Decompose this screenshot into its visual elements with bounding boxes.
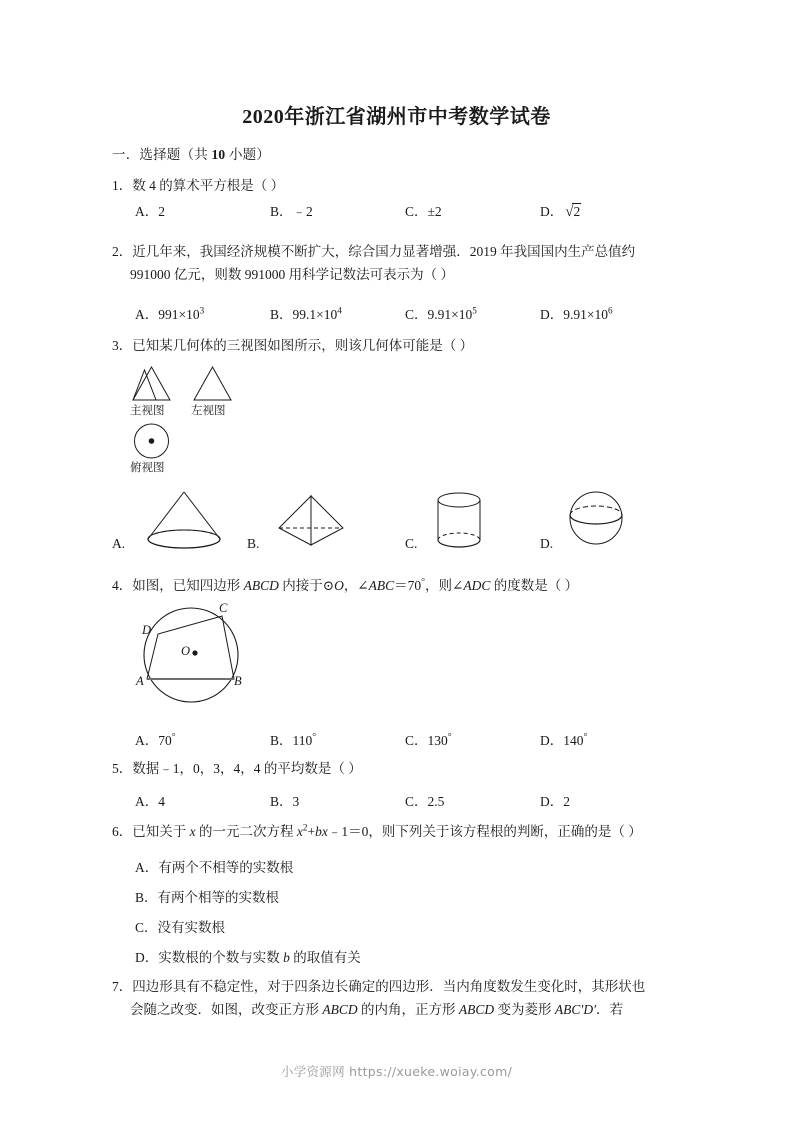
option-label: D． (135, 950, 159, 965)
question-2-text-line1: 近几年来，我国经济规模不断扩大，综合国力显著增强．2019 年我国国内生产总值约 (132, 244, 636, 259)
front-view-triangle (133, 370, 156, 400)
question-1-number: 1． (112, 178, 133, 193)
quadrilateral-abcd (147, 616, 234, 679)
option-value: 有两个不相等的实数根 (158, 860, 294, 875)
q7-part-3: 变为菱形 (494, 1002, 555, 1017)
option-label: D. (540, 536, 554, 551)
option-label: A． (135, 733, 159, 748)
option-label: A． (135, 307, 159, 322)
question-1-option-d[interactable] (540, 200, 581, 221)
question-5-text: 数据﹣1，0，3，4，4 的平均数是（ ） (132, 761, 362, 776)
option-value: 991×10 (158, 307, 200, 322)
side-view-triangle (194, 367, 231, 400)
question-4-option-b[interactable] (270, 729, 316, 749)
question-2-number: 2． (112, 244, 133, 259)
option-label: A． (135, 794, 159, 809)
top-view-label: 俯视图 (130, 460, 165, 474)
cone-icon (134, 488, 244, 558)
label-b: B (234, 674, 242, 688)
q6-exponent: 2 (302, 822, 308, 833)
question-5-option-a[interactable] (135, 790, 165, 810)
front-view-outline (133, 367, 170, 400)
side-view-label: 左视图 (191, 403, 226, 417)
inscribed-quadrilateral-figure (133, 600, 268, 710)
question-5-number: 5． (112, 761, 133, 776)
question-4-number: 4． (112, 578, 133, 593)
question-3-number: 3． (112, 338, 133, 353)
q4-var-adc: ADC (463, 578, 491, 593)
question-6-number: 6． (112, 824, 133, 839)
q6-var-x2: x (296, 824, 303, 839)
label-a: A (136, 674, 144, 688)
question-1-option-b[interactable] (270, 200, 313, 220)
section-heading-count: 10 (211, 147, 226, 162)
question-1-option-c[interactable] (405, 200, 442, 220)
option-value: 130 (427, 733, 448, 748)
option-label: A. (112, 536, 126, 551)
question-6 (112, 820, 687, 843)
option-label: C． (405, 307, 428, 322)
q7-part-1: 会随之改变．如图，改变正方形 (130, 1002, 323, 1017)
option-label: D． (540, 307, 564, 322)
degree-symbol: ° (447, 731, 452, 743)
q7-part-4: ．若 (596, 1002, 624, 1017)
option-label: B. (247, 536, 260, 551)
option-exponent: 3 (199, 305, 205, 316)
top-view-center-dot (149, 438, 155, 444)
center-point-o (192, 650, 197, 655)
question-7-line-1 (112, 975, 687, 998)
q4-var-o: O (334, 578, 344, 593)
question-2-line-2: 991000 亿元，则数 991000 用科学记数法可表示为（ ） (130, 267, 454, 282)
q4-part-2: 内接于⊙ (278, 578, 335, 593)
section-heading-suffix: 小题） (225, 147, 271, 162)
option-value: ±2 (427, 204, 442, 219)
front-view-label: 主视图 (130, 403, 165, 417)
option-value: 9.91×10 (427, 307, 473, 322)
option-exponent: 6 (608, 305, 613, 316)
q4-part-1: 如图，已知四边形 (132, 578, 244, 593)
option-label: D． (540, 794, 564, 809)
q6-part-4: ﹣1＝0，则下列关于该方程根的判断，正确的是（ ） (327, 824, 642, 839)
question-6-option-c[interactable] (135, 913, 361, 943)
radicand: 2 (573, 204, 581, 219)
option-label: B． (270, 794, 293, 809)
question-2-options (112, 303, 712, 325)
question-2-option-a[interactable] (135, 303, 204, 323)
option-value: 9.91×10 (563, 307, 608, 322)
question-5-option-b[interactable] (270, 790, 299, 810)
question-2-option-c[interactable] (405, 303, 477, 323)
label-d: D (142, 623, 152, 637)
question-4-option-a[interactable] (135, 729, 176, 749)
circle-o (144, 608, 238, 702)
sphere-icon (564, 488, 644, 558)
option-value: 没有实数根 (157, 920, 226, 935)
degree-symbol: ° (583, 731, 588, 743)
option-value: ﹣2 (292, 204, 313, 219)
option-value: 2 (563, 794, 570, 809)
question-5-options (112, 790, 712, 812)
option-label: C. (405, 536, 418, 551)
q4-degree-symbol: ° (421, 576, 426, 588)
q7-var-abcd-1: ABCD (322, 1002, 358, 1017)
question-5 (112, 757, 687, 780)
q6-part-1: 已知关于 (132, 824, 190, 839)
q7-part-2: 的内角，正方形 (357, 1002, 459, 1017)
q4-part-4: ＝70 (394, 578, 422, 593)
question-7 (112, 975, 687, 1021)
option-label: A． (135, 860, 159, 875)
question-5-option-c[interactable] (405, 790, 444, 810)
option-label: B． (135, 890, 158, 905)
question-5-option-d[interactable] (540, 790, 570, 810)
q4-part-6: 的度数是（ ） (490, 578, 579, 593)
option-label: B． (270, 307, 293, 322)
q4-part-5: ，则∠ (425, 578, 464, 593)
option-label: D． (540, 733, 564, 748)
section-heading-prefix: 一．选择题（共 (112, 147, 212, 162)
question-1-option-a[interactable] (135, 200, 165, 220)
degree-symbol: ° (171, 731, 176, 743)
option-value-tail: 的取值有关 (289, 950, 361, 965)
question-2-option-b[interactable] (270, 303, 342, 323)
question-1-options (112, 200, 712, 222)
question-4-option-d[interactable] (540, 729, 587, 749)
page-title: 2020年浙江省湖州市中考数学试卷 (242, 106, 551, 128)
option-label: C． (405, 733, 428, 748)
q6-var-x: x (189, 824, 196, 839)
option-value: 99.1×10 (292, 307, 338, 322)
option-var-b: b (283, 950, 290, 965)
option-label: C． (135, 920, 158, 935)
question-7-text-line1: 四边形具有不稳定性，对于四条边长确定的四边形．当内角度数发生变化时，其形状也 (132, 979, 646, 994)
cylinder-icon (429, 488, 509, 558)
label-o: O (181, 644, 191, 658)
option-value: 110 (292, 733, 313, 748)
option-label: B． (270, 204, 293, 219)
option-value: 实数根的个数与实数 (158, 950, 284, 965)
degree-symbol: ° (312, 731, 317, 743)
pyramid-icon (269, 488, 364, 558)
question-1 (112, 174, 687, 197)
option-value: 2.5 (427, 794, 445, 809)
question-1-text: 数 4 的算术平方根是（ ） (132, 178, 285, 193)
q7-var-abcd-prime: ABC′D′ (554, 1002, 597, 1017)
option-exponent: 5 (472, 305, 477, 316)
three-view-figure (128, 358, 278, 478)
question-3 (112, 334, 687, 357)
question-7-line-2 (112, 998, 687, 1021)
square-root-expression (563, 204, 581, 221)
question-2-option-d[interactable] (540, 303, 613, 323)
q6-var-bx: bx (315, 824, 328, 839)
question-6-option-b[interactable] (135, 883, 361, 913)
option-value: 2 (158, 204, 165, 219)
question-4-options (112, 729, 712, 751)
option-value: 140 (563, 733, 584, 748)
option-value: 3 (292, 794, 300, 809)
question-6-option-d[interactable] (135, 943, 361, 973)
question-2 (112, 240, 687, 286)
option-label: B． (270, 733, 293, 748)
question-3-text: 已知某几何体的三视图如图所示，则该几何体可能是（ ） (132, 338, 474, 353)
question-4 (112, 574, 687, 597)
option-label: C． (405, 204, 428, 219)
option-value: 70 (158, 733, 172, 748)
option-exponent: 4 (337, 305, 342, 316)
section-heading (112, 143, 270, 163)
question-6-option-a[interactable] (135, 853, 361, 883)
question-6-options (135, 853, 361, 973)
watermark: 小学资源网 https://xueke.woiay.com/ (280, 1064, 513, 1079)
question-7-number: 7． (112, 979, 133, 994)
option-label: D． (540, 204, 564, 219)
q7-var-abcd-2: ABCD (458, 1002, 495, 1017)
q4-var-abcd: ABCD (243, 578, 279, 593)
q6-part-2: 的一元二次方程 (195, 824, 297, 839)
question-2-line-1 (112, 240, 687, 263)
q4-part-3: ，∠ (343, 578, 369, 593)
option-label: A． (135, 204, 159, 219)
option-label: C． (405, 794, 428, 809)
question-4-option-c[interactable] (405, 729, 452, 749)
option-value: 有两个相等的实数根 (157, 890, 280, 905)
label-c: C (219, 601, 228, 615)
option-value: 4 (158, 794, 165, 809)
q4-var-abc: ABC (368, 578, 395, 593)
radical-sign: √ (565, 204, 574, 220)
q6-part-3: + (307, 824, 316, 839)
